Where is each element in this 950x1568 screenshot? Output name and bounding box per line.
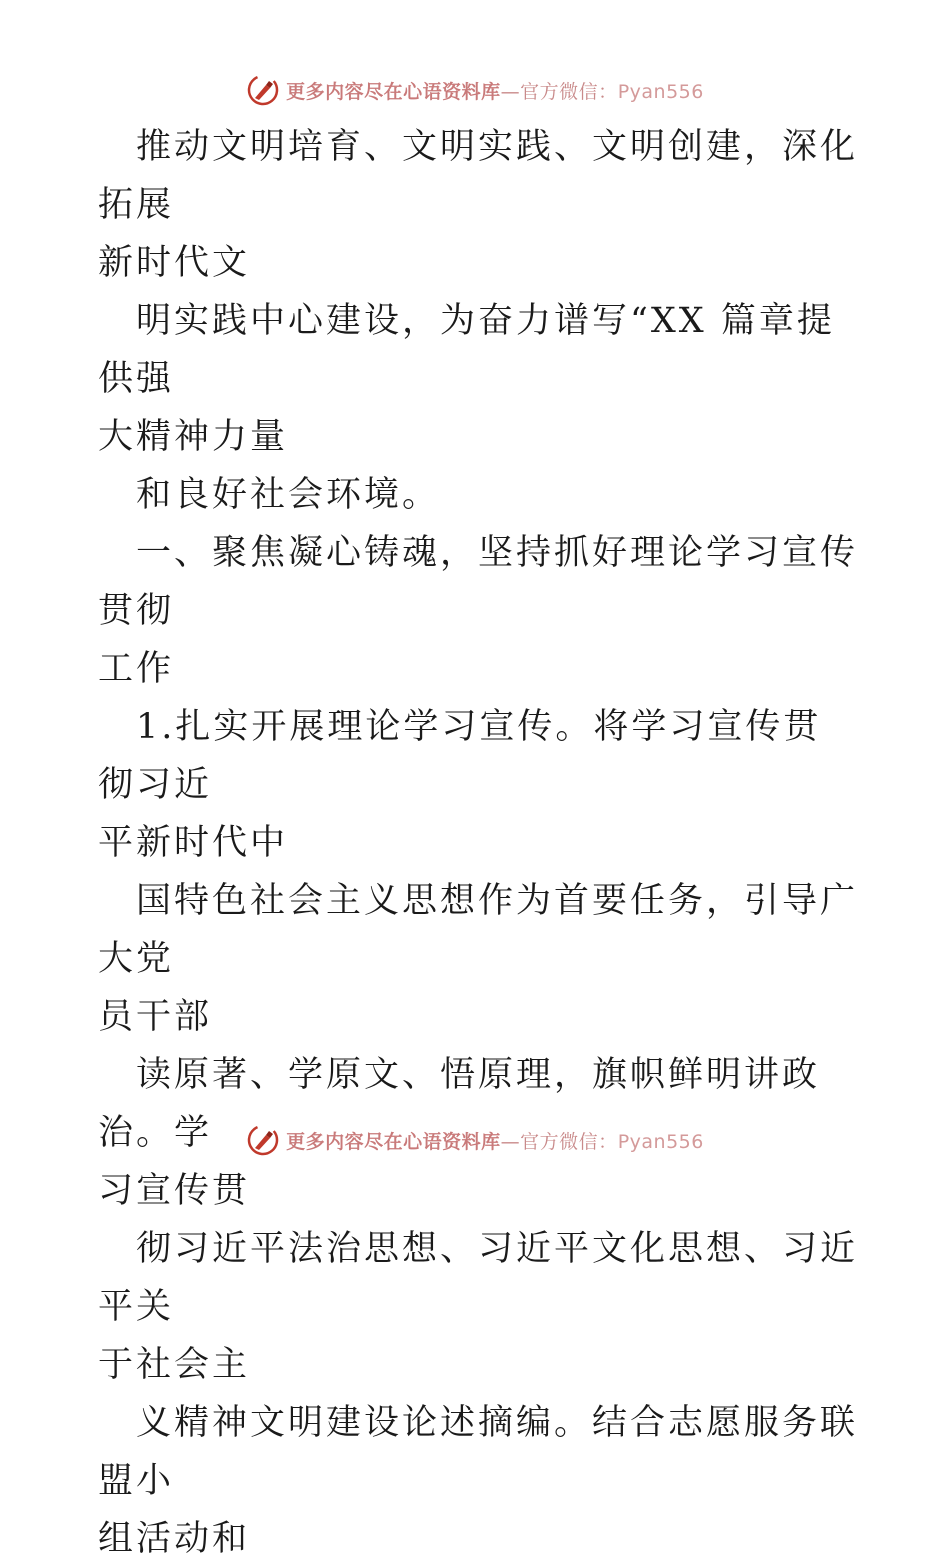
paragraph (98, 292, 858, 466)
paragraph-line: 读原著、学原文、悟原理，旗帜鲜明讲政治。学 (98, 1055, 821, 1153)
watermark-official: 官方微信： (520, 80, 618, 103)
paragraph (98, 872, 858, 1046)
watermark-separator: — (500, 1130, 521, 1153)
watermark-wechat-id: Pyan556 (617, 80, 704, 103)
paragraph-continuation: 平新时代中 (98, 823, 289, 863)
paragraph-continuation: 于社会主 (98, 1345, 251, 1385)
paragraph-continuation: 组活动和 (98, 1519, 251, 1559)
watermark-separator: — (500, 80, 521, 103)
watermark-text (286, 77, 704, 104)
pen-logo-icon (246, 1123, 280, 1157)
paragraph (98, 118, 858, 292)
paragraph-line: 明实践中心建设，为奋力谱写“XX 篇章提供强 (98, 301, 835, 399)
paragraph (98, 466, 858, 524)
paragraph-continuation: 大精神力量 (98, 417, 289, 457)
document-body (98, 118, 858, 1568)
paragraph-continuation: 员干部 (98, 997, 213, 1037)
paragraph-line: 和良好社会环境。 (136, 475, 441, 515)
paragraph-line: 一、聚焦凝心铸魂，坚持抓好理论学习宣传贯彻 (98, 533, 859, 631)
paragraph (98, 1220, 858, 1394)
paragraph-line: 1.扎实开展理论学习宣传。将学习宣传贯彻习近 (98, 707, 822, 805)
header-watermark (0, 70, 950, 110)
watermark-text (286, 1127, 704, 1154)
paragraph-continuation: 新时代文 (98, 243, 251, 283)
paragraph-continuation: 工作 (98, 649, 175, 689)
watermark-brand: 更多内容尽在心语资料库 (286, 1130, 501, 1153)
paragraph-line: 彻习近平法治思想、习近平文化思想、习近平关 (98, 1229, 859, 1327)
watermark-brand: 更多内容尽在心语资料库 (286, 80, 501, 103)
footer-watermark (0, 1120, 950, 1160)
paragraph (98, 1394, 858, 1568)
watermark-official: 官方微信： (520, 1130, 618, 1153)
paragraph-line: 推动文明培育、文明实践、文明创建，深化拓展 (98, 127, 859, 225)
pen-logo-icon (246, 73, 280, 107)
paragraph-continuation: 习宣传贯 (98, 1171, 251, 1211)
paragraph-line: 国特色社会主义思想作为首要任务，引导广大党 (98, 881, 859, 979)
paragraph-line: 义精神文明建设论述摘编。结合志愿服务联盟小 (98, 1403, 859, 1501)
section-heading (98, 524, 858, 698)
watermark-wechat-id: Pyan556 (617, 1130, 704, 1153)
paragraph (98, 698, 858, 872)
